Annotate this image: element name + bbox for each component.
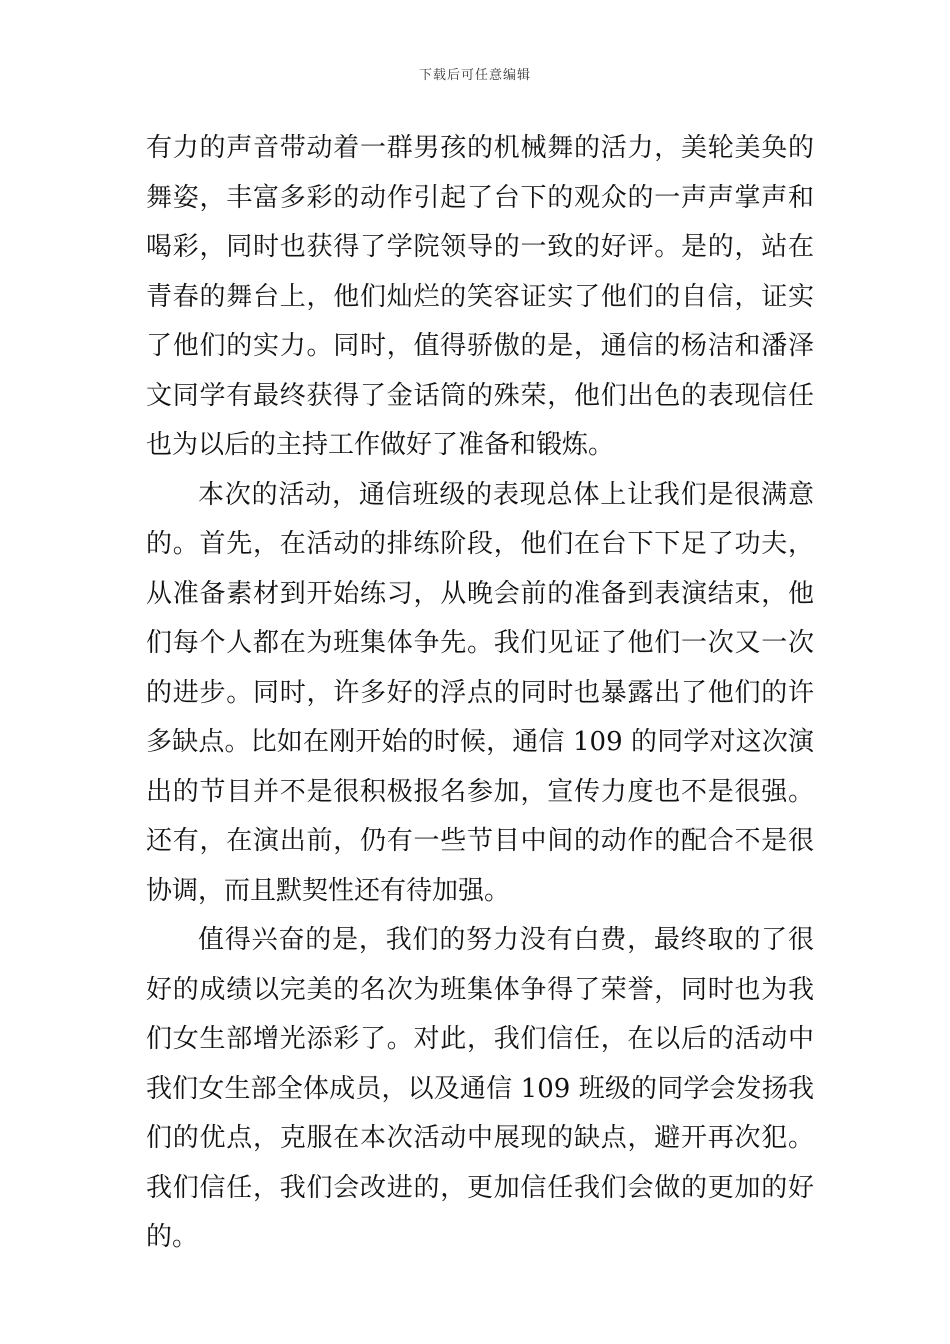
paragraph-1: 有力的声音带动着一群男孩的机械舞的活力，美轮美奂的舞姿，丰富多彩的动作引起了台下的观众的一声声掌声和喝彩，同时也获得了学院领导的一致的好评。是的，站在青春的舞台上，他们灿烂的笑容证实了他们的自信，证实了他们的实力。同时，值得骄傲的是，通信的杨洁和潘泽文同学有最终获得了金话筒的殊荣，他们出色的表现信任也为以后的主持工作做好了准备和锻炼。: [146, 133, 814, 460]
document-body: [146, 124, 814, 1263]
page-header: 下载后可任意编辑: [418, 68, 531, 83]
paragraph-3: 值得兴奋的是，我们的努力没有白费，最终取的了很好的成绩以完美的名次为班集体争得了荣誉，同时也为我们女生部增光添彩了。对此，我们信任，在以后的活动中我们女生部全体成员，以及通信 109 班级的同学会发扬我们的优点，克服在本次活动中展现的缺点，避开再次犯。我们信任，我们会改进的，更加信任我们会做的更加的好的。: [146, 925, 814, 1252]
paragraph-2: 本次的活动，通信班级的表现总体上让我们是很满意的。首先，在活动的排练阶段，他们在台下下足了功夫，从准备素材到开始练习，从晚会前的准备到表演结束，他们每个人都在为班集体争先。我们见证了他们一次又一次的进步。同时，许多好的浮点的同时也暴露出了他们的许多缺点。比如在刚开始的时候，通信 109 的同学对这次演出的节目并不是很积极报名参加，宣传力度也不是很强。还有，在演出前，仍有一些节目中间的动作的配合不是很协调，而且默契性还有待加强。: [146, 479, 814, 906]
